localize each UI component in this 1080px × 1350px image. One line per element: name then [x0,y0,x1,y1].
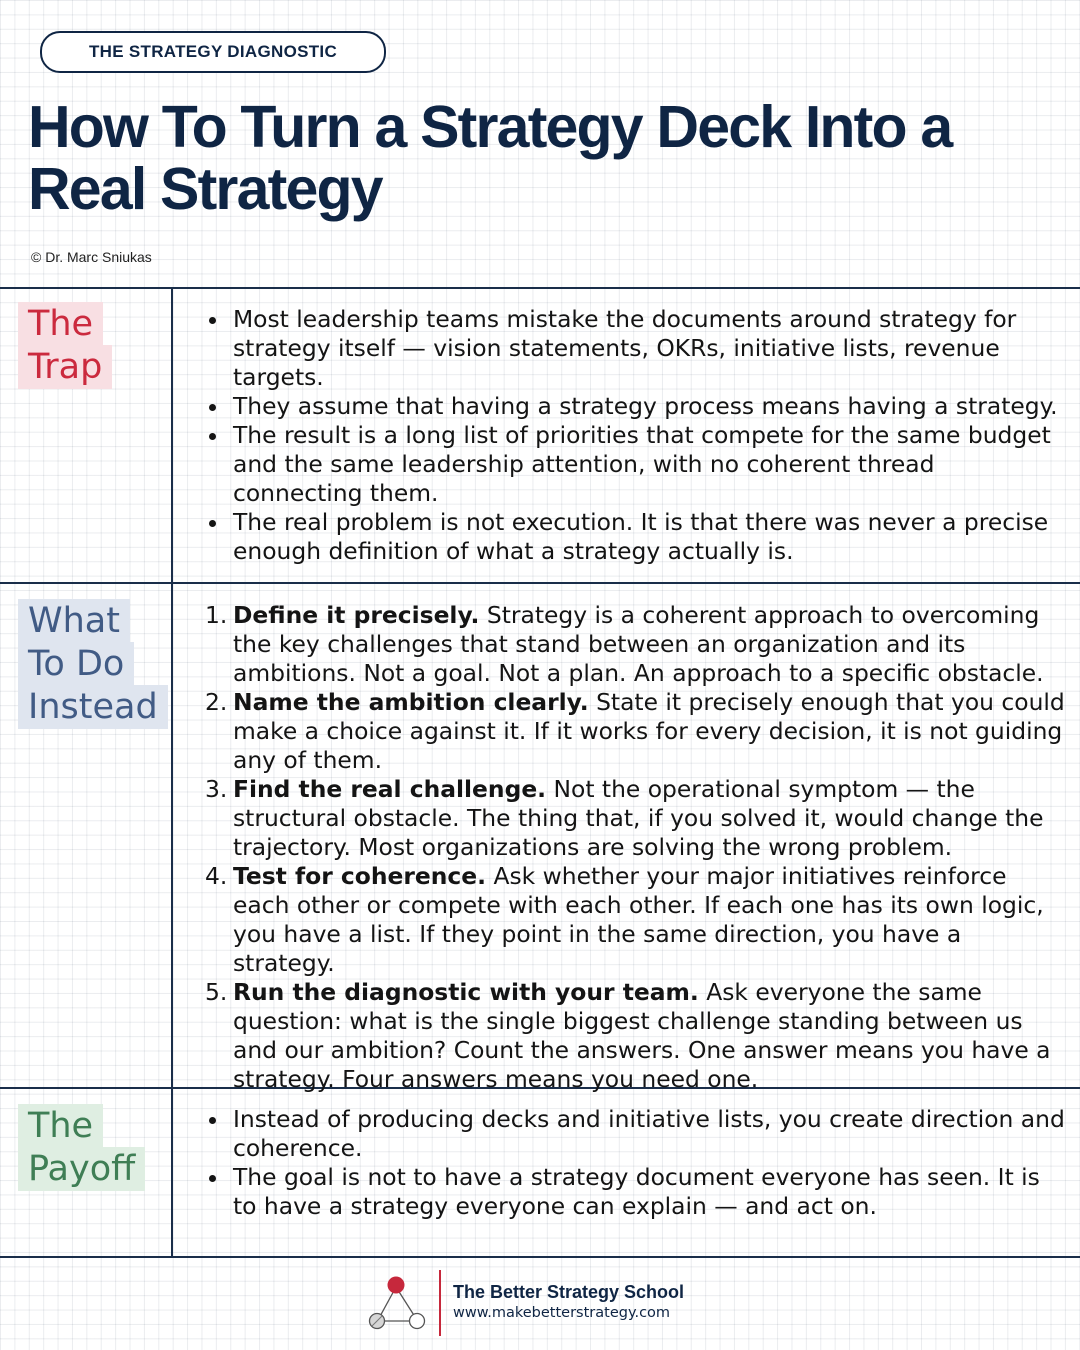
table-bottom-rule [0,1256,1080,1258]
payoff-bullet-list [233,1105,1068,1221]
section-label-line: Payoff [18,1147,145,1191]
list-item [205,775,1068,862]
section-label-line: What [18,599,130,643]
footer-divider [439,1270,441,1336]
column-divider [171,288,173,1258]
section-label-line: To Do [18,642,134,686]
list-item: Instead of producing decks and initiative lists, you create direction and coherence. [233,1105,1068,1163]
step-heading: Define it precisely. [233,601,480,629]
table-top-rule [0,287,1080,289]
section-label-line: Instead [18,685,168,729]
step-heading: Name the ambition clearly. [233,688,589,716]
divider-trap-todo [0,582,1080,584]
list-item: They assume that having a strategy process means having a strategy. [233,392,1068,421]
trap-bullet-list [233,305,1068,566]
list-item: The result is a long list of priorities that compete for the same budget and the same leadership attention, with no coherent thread connecting them. [233,421,1068,508]
list-item: The goal is not to have a strategy document everyone has seen. It is to have a strategy everyone can explain — and act on. [233,1163,1068,1221]
step-number: 2. [205,688,228,716]
page-title [28,96,1048,220]
step-heading: Test for coherence. [233,862,487,890]
list-item [205,862,1068,978]
list-item [205,601,1068,688]
list-item: The real problem is not execution. It is that there was never a precise enough definition of what a strategy actually is. [233,508,1068,566]
step-number: 5. [205,978,228,1006]
step-text: Strategy is a coherent approach to overcoming the key challenges that stand between an organization and its ambitions. Not a goal. Not a plan. An approach to a specific obstacle. [233,601,1044,687]
triangle-nodes-logo-icon [365,1275,431,1335]
section-label-todo [18,599,168,728]
step-text: Not the operational symptom — the structural obstacle. The thing that, if you solved it, would change the trajectory. Most organizations are solving the wrong problem. [233,775,1044,861]
list-item [205,978,1068,1094]
step-number: 4. [205,862,228,890]
step-heading: Find the real challenge. [233,775,547,803]
todo-step-list [205,601,1068,1094]
step-number: 1. [205,601,228,629]
section-label-trap [18,302,112,388]
step-number: 3. [205,775,228,803]
section-label-payoff [18,1104,145,1190]
list-item [205,688,1068,775]
website-url: www.makebetterstrategy.com [453,1305,671,1321]
step-heading: Run the diagnostic with your team. [233,978,699,1006]
page-title-line-1: How To Turn a Strategy Deck Into a [28,94,952,160]
section-label-line: Trap [18,345,112,389]
organization-name: The Better Strategy School [453,1282,685,1302]
section-label-line: The [18,302,103,346]
step-text: Ask whether your major initiatives reinforce each other or compete with each other. If each one has its own logic, you have a list. If they point in the same direction, you have a strategy. [233,862,1044,977]
copyright-notice: © Dr. Marc Sniukas [31,249,152,265]
step-text: Ask everyone the same question: what is the single biggest challenge standing between us and our ambition? Count the answers. One answer means you have a strategy. Four answers means you need one. [233,978,1051,1093]
section-label-line: The [18,1104,103,1148]
step-text: State it precisely enough that you could make a choice against it. If it works for every decision, it is not guiding any of them. [233,688,1065,774]
category-tag: THE STRATEGY DIAGNOSTIC [40,31,386,73]
list-item: Most leadership teams mistake the documents around strategy for strategy itself — vision statements, OKRs, initiative lists, revenue targets. [233,305,1068,392]
page-title-line-2: Real Strategy [28,156,382,222]
